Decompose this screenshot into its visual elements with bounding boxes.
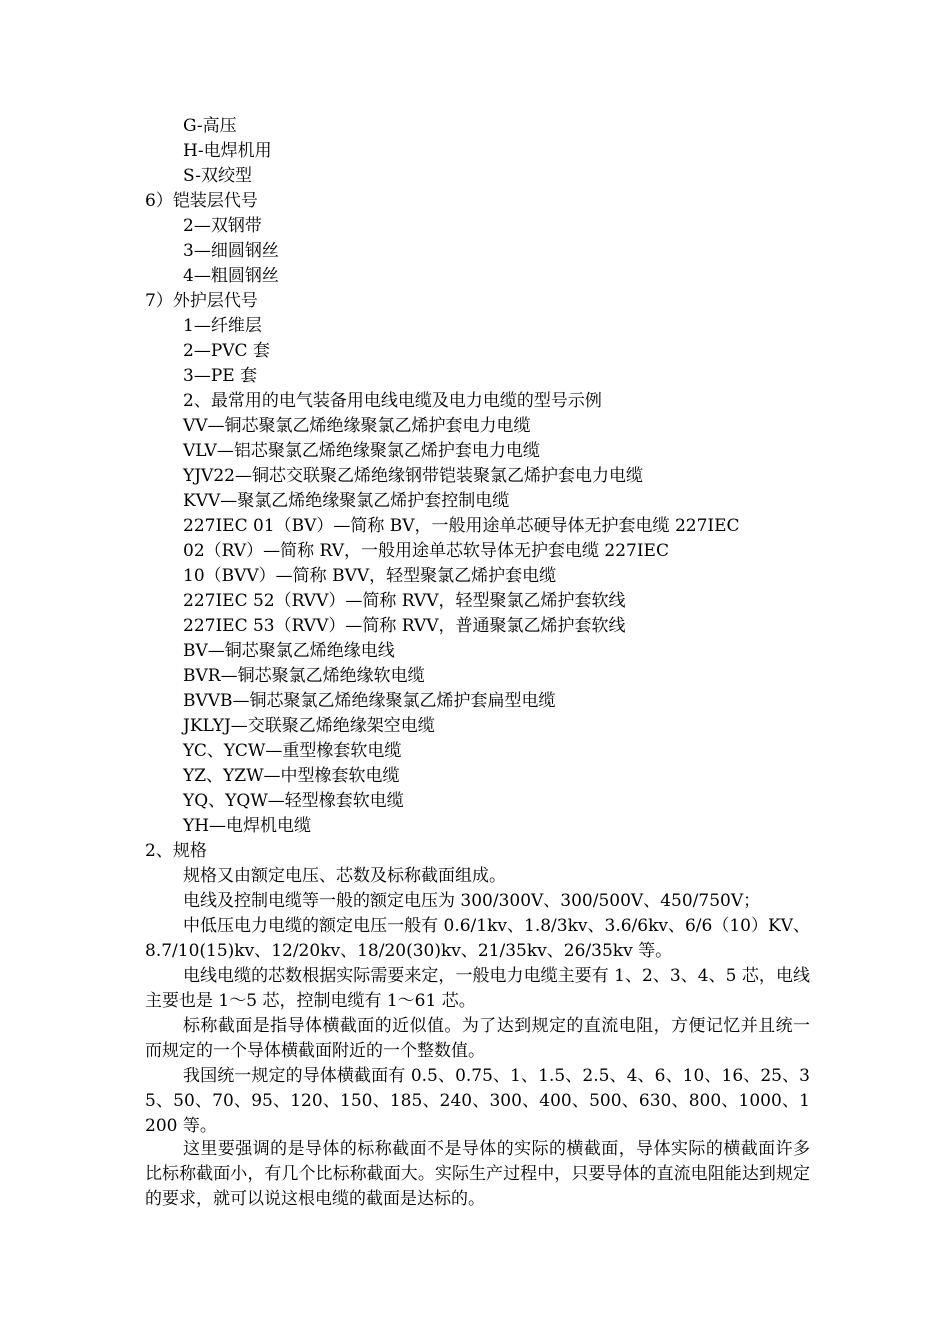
list-item: VLV—铝芯聚氯乙烯绝缘聚氯乙烯护套电力电缆: [183, 441, 540, 461]
list-item: BVR—铜芯聚氯乙烯绝缘软电缆: [183, 666, 425, 686]
body-paragraph: 标称截面是指导体横截面的近似值。为了达到规定的直流电阻，方便记忆并且统一而规定的一个导体横截面附近的一个整数值。: [145, 1016, 810, 1061]
list-item: BV—铜芯聚氯乙烯绝缘电线: [183, 641, 395, 661]
list-item: 227IEC 01（BV）—简称 BV，一般用途单芯硬导体无护套电缆 227IEC: [183, 516, 740, 536]
list-item: VV—铜芯聚氯乙烯绝缘聚氯乙烯护套电力电缆: [183, 416, 531, 436]
list-item: KVV—聚氯乙烯绝缘聚氯乙烯护套控制电缆: [183, 491, 510, 511]
list-item: 227IEC 52（RVV）—简称 RVV，轻型聚氯乙烯护套软线: [183, 591, 626, 611]
list-item: 4—粗圆钢丝: [183, 266, 279, 286]
list-item: 227IEC 53（RVV）—简称 RVV，普通聚氯乙烯护套软线: [183, 616, 626, 636]
list-item: 2—PVC 套: [183, 341, 270, 361]
body-paragraph: 这里要强调的是导体的标称截面不是导体的实际的横截面，导体实际的横截面许多比标称截面小，有几个比标称截面大。实际生产过程中，只要导体的直流电阻能达到规定的要求，就可以说这根电缆的截面是达标的。: [145, 1139, 810, 1209]
list-item: G-高压: [183, 116, 237, 136]
list-item: YZ、YZW—中型橡套软电缆: [183, 766, 400, 786]
spec-line: 电线及控制电缆等一般的额定电压为 300/300V、300/500V、450/750V；: [183, 891, 761, 911]
section-heading: 2、规格: [145, 841, 207, 861]
list-item: 1—纤维层: [183, 316, 262, 336]
list-item: YJV22—铜芯交联聚乙烯绝缘钢带铠装聚氯乙烯护套电力电缆: [183, 466, 643, 486]
list-item: YC、YCW—重型橡套软电缆: [183, 741, 402, 761]
list-item: BVVB—铜芯聚氯乙烯绝缘聚氯乙烯护套扁型电缆: [183, 691, 556, 711]
list-item: 02（RV）—简称 RV，一般用途单芯软导体无护套电缆 227IEC: [183, 541, 669, 561]
list-item: JKLYJ—交联聚乙烯绝缘架空电缆: [183, 716, 435, 736]
list-item: H-电焊机用: [183, 141, 272, 161]
section-heading: 6）铠装层代号: [145, 191, 258, 211]
list-item: 2—双钢带: [183, 216, 262, 236]
list-item: 3—细圆钢丝: [183, 241, 279, 261]
spec-line: 规格又由额定电压、芯数及标称截面组成。: [183, 866, 506, 886]
list-item: YH—电焊机电缆: [183, 816, 312, 836]
body-paragraph: 我国统一规定的导体横截面有 0.5、0.75、1、1.5、2.5、4、6、10、16、25、35、50、70、95、120、150、185、240、300、400、500、630、800、1000、1200 等。: [145, 1066, 810, 1136]
section-heading: 7）外护层代号: [145, 291, 258, 311]
list-item: S-双绞型: [183, 166, 253, 186]
section-heading: 2、最常用的电气装备用电线电缆及电力电缆的型号示例: [183, 391, 602, 411]
body-paragraph: 电线电缆的芯数根据实际需要来定，一般电力电缆主要有 1、2、3、4、5 芯，电线主要也是 1～5 芯，控制电缆有 1～61 芯。: [145, 966, 810, 1011]
list-item: YQ、YQW—轻型橡套软电缆: [183, 791, 404, 811]
body-paragraph: 中低压电力电缆的额定电压一般有 0.6/1kv、1.8/3kv、3.6/6kv、6/6（10）KV、8.7/10(15)kv、12/20kv、18/20(30)kv、21/35kv、26/35kv 等。: [145, 916, 810, 961]
list-item: 3—PE 套: [183, 366, 258, 386]
list-item: 10（BVV）—简称 BVV，轻型聚氯乙烯护套电缆: [183, 566, 557, 586]
